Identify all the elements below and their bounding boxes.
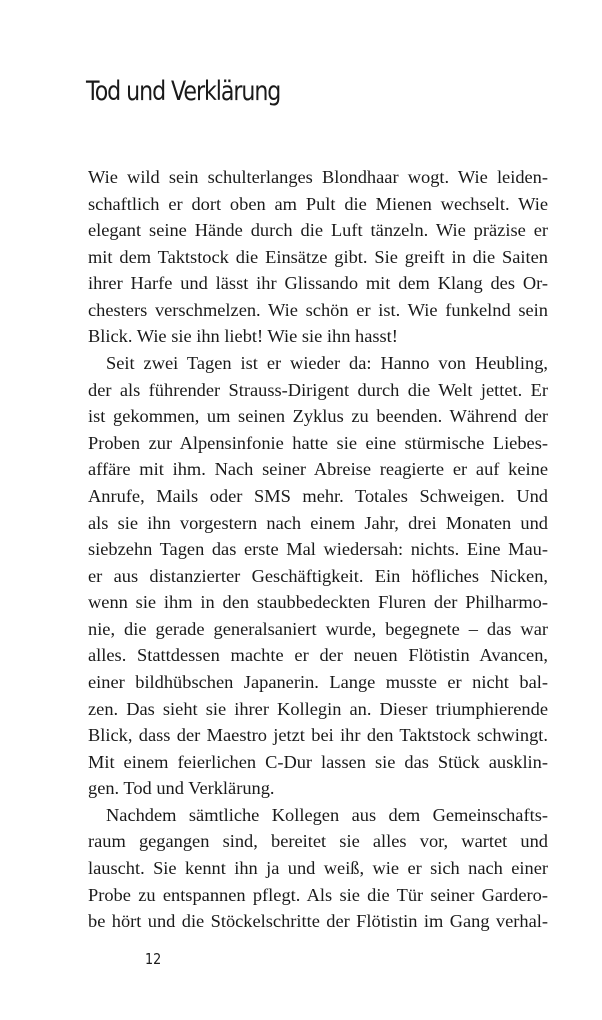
text-line: zen. Das sieht sie ihrer Kollegin an. Dieser triumphierende (88, 698, 548, 719)
page-number: 12 (145, 950, 162, 968)
text-line: Blick. Wie sie ihn liebt! Wie sie ihn hasst! (88, 326, 398, 347)
text-line: Wie wild sein schulterlanges Blondhaar wogt. Wie leiden- (88, 167, 548, 187)
text-line: schaftlich er dort oben am Pult die Mienen wechselt. Wie (88, 193, 548, 214)
body-text (88, 164, 548, 935)
paragraph-2 (88, 350, 548, 802)
text-line: affäre mit ihm. Nach seiner Abreise reagierte er auf keine (88, 459, 548, 480)
text-line: alles. Stattdessen machte er der neuen Flötistin Avancen, (88, 645, 548, 666)
text-line: raum gegangen sind, bereitet sie alles vor, wartet und (88, 831, 548, 852)
text-line: siebzehn Tagen das erste Mal wiedersah: nichts. Eine Mau- (88, 539, 548, 560)
chapter-title: Tod und Verklärung (86, 76, 281, 107)
text-line: lauscht. Sie kennt ihn ja und weiß, wie er sich nach einer (88, 858, 548, 879)
text-line: Proben zur Alpensinfonie hatte sie eine stürmische Liebes- (88, 432, 548, 453)
text-line: einer bildhübschen Japanerin. Lange musste er nicht bal- (88, 671, 548, 692)
text-line: er aus distanzierter Geschäftigkeit. Ein höfliches Nicken, (88, 565, 548, 586)
paragraph-1 (88, 164, 548, 350)
text-line: der als führender Strauss-Dirigent durch die Welt jettet. Er (88, 379, 548, 400)
text-line: Nachdem sämtliche Kollegen aus dem Gemeinschafts- (106, 804, 548, 825)
text-line: ist gekommen, um seinen Zyklus zu beenden. Während der (88, 406, 548, 427)
text-line: be hört und die Stöckelschritte der Flötistin im Gang verhal- (88, 911, 548, 932)
text-line: wenn sie ihm in den staubbedeckten Fluren der Philharmo- (88, 592, 548, 613)
text-line: Probe zu entspannen pflegt. Als sie die Tür seiner Gardero- (88, 884, 548, 905)
text-line: ihrer Harfe und lässt ihr Glissando mit dem Klang des Or- (88, 273, 548, 294)
text-line: chesters verschmelzen. Wie schön er ist. Wie funkelnd sein (88, 299, 548, 320)
text-line: elegant seine Hände durch die Luft tänzeln. Wie präzise er (88, 220, 548, 241)
paragraph-3 (88, 802, 548, 935)
text-line: Blick, dass der Maestro jetzt bei ihr den Taktstock schwingt. (88, 725, 548, 746)
text-line: Anrufe, Mails oder SMS mehr. Totales Schweigen. Und (88, 485, 548, 506)
text-line: als sie ihn vorgestern nach einem Jahr, drei Monaten und (88, 512, 548, 533)
text-line: Mit einem feierlichen C-Dur lassen sie das Stück ausklin- (88, 751, 548, 772)
text-line: Seit zwei Tagen ist er wieder da: Hanno von Heubling, (106, 353, 548, 374)
text-line: gen. Tod und Verklärung. (88, 778, 275, 799)
text-line: mit dem Taktstock die Einsätze gibt. Sie greift in die Saiten (88, 246, 548, 267)
text-line: nie, die gerade generalsaniert wurde, begegnete – das war (88, 618, 548, 639)
